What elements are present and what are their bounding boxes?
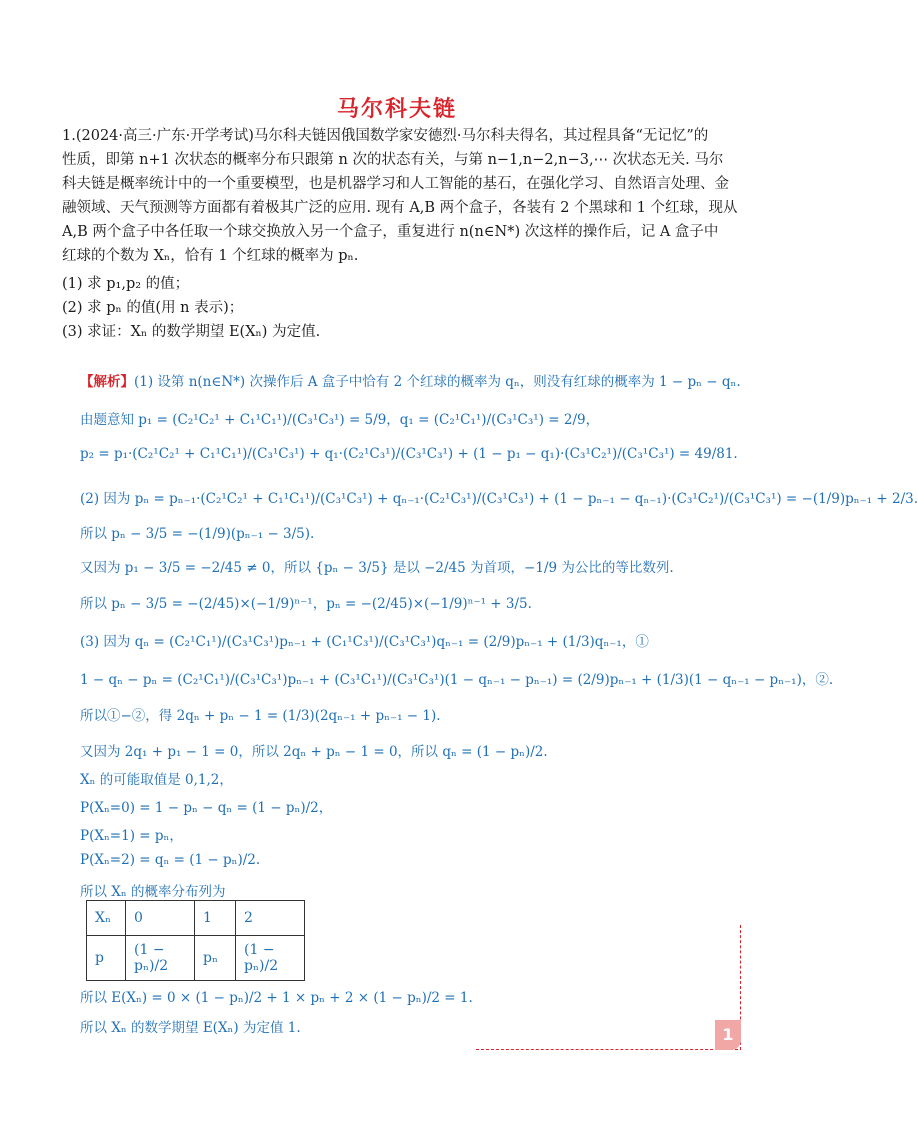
question-block [62, 124, 742, 344]
table-cell: 2 [236, 901, 305, 936]
solution-line: P(Xₙ=0) = 1 − pₙ − qₙ = (1 − pₙ)/2， [80, 800, 333, 816]
page-number: 1 [715, 1020, 741, 1050]
question-part: (1) 求 p₁,p₂ 的值； [62, 276, 190, 292]
solution-line: p₂ = p₁·(C₂¹C₂¹ + C₁¹C₁¹)/(C₃¹C₃¹) + q₁·(C₂¹C₃¹)/(C₃¹C₃¹) + (1 − p₁ − q₁)·(C₃¹C₂¹)/(C₃¹C₃¹) = 49/81. [80, 446, 738, 462]
question-line: 性质，即第 n+1 次状态的概率分布只跟第 n 次的状态有关，与第 n−1,n−2,n−3,⋯ 次状态无关. 马尔 [62, 152, 724, 168]
solution-line: 由题意知 p₁ = (C₂¹C₂¹ + C₁¹C₁¹)/(C₃¹C₃¹) = 5/9，q₁ = (C₂¹C₁¹)/(C₃¹C₃¹) = 2/9， [80, 412, 600, 428]
solution-line: P(Xₙ=1) = pₙ， [80, 828, 183, 844]
distribution-table [86, 900, 305, 981]
question-line: 融领域、天气预测等方面都有着极其广泛的应用. 现有 A,B 两个盒子，各装有 2 个黑球和 1 个红球，现从 [62, 200, 738, 216]
solution-line: 所以①−②，得 2qₙ + pₙ − 1 = (1/3)(2qₙ₋₁ + pₙ₋₁ − 1). [80, 708, 441, 724]
table-cell: 0 [126, 901, 195, 936]
solution-tag: 【解析】 [80, 374, 134, 390]
question-line: 科夫链是概率统计中的一个重要模型，也是机器学习和人工智能的基石，在强化学习、自然语言处理、金 [62, 176, 729, 192]
decorative-dashed-border [476, 1049, 738, 1050]
table-cell: p [87, 936, 126, 981]
solution-line: P(Xₙ=2) = qₙ = (1 − pₙ)/2. [80, 852, 261, 868]
solution-line: 所以 pₙ − 3/5 = −(1/9)(pₙ₋₁ − 3/5). [80, 526, 315, 542]
table-cell: (1 − pₙ)/2 [126, 936, 195, 981]
solution-line: (3) 因为 qₙ = (C₂¹C₁¹)/(C₃¹C₃¹)pₙ₋₁ + (C₁¹C₃¹)/(C₃¹C₃¹)qₙ₋₁ = (2/9)pₙ₋₁ + (1/3)qₙ₋₁，① [80, 634, 649, 650]
question-part: (2) 求 pₙ 的值(用 n 表示)； [62, 300, 244, 316]
page-title: 马尔科夫链 [336, 97, 457, 122]
solution-line: (2) 因为 pₙ = pₙ₋₁·(C₂¹C₂¹ + C₁¹C₁¹)/(C₃¹C₃¹) + qₙ₋₁·(C₂¹C₃¹)/(C₃¹C₃¹) + (1 − pₙ₋₁ − qₙ₋₁)·(C₃¹C₂¹)/(C₃¹C₃¹) = −(1/9)pₙ₋₁ + 2/3. [80, 491, 918, 507]
table-cell: Xₙ [87, 901, 126, 936]
question-line: 红球的个数为 Xₙ，恰有 1 个红球的概率为 pₙ. [62, 248, 359, 264]
solution-line: Xₙ 的可能取值是 0,1,2， [80, 772, 233, 788]
question-line: 1.(2024·高三·广东·开学考试)马尔科夫链因俄国数学家安德烈·马尔科夫得名，其过程具备“无记忆”的 [62, 128, 709, 144]
table-row [87, 901, 305, 936]
solution-line: 1 − qₙ − pₙ = (C₂¹C₁¹)/(C₃¹C₃¹)pₙ₋₁ + (C₃¹C₁¹)/(C₃¹C₃¹)(1 − qₙ₋₁ − pₙ₋₁) = (2/9)pₙ₋₁ + (1/3)(1 − qₙ₋₁ − pₙ₋₁)，②. [80, 672, 834, 688]
table-cell: 1 [195, 901, 236, 936]
solution-line: 所以 Xₙ 的概率分布列为 [80, 884, 226, 900]
solution-line: 所以 Xₙ 的数学期望 E(Xₙ) 为定值 1. [80, 1020, 301, 1036]
table-cell: (1 − pₙ)/2 [236, 936, 305, 981]
question-part: (3) 求证：Xₙ 的数学期望 E(Xₙ) 为定值. [62, 324, 321, 340]
solution-line: 又因为 p₁ − 3/5 = −2/45 ≠ 0，所以 {pₙ − 3/5} 是以 −2/45 为首项，−1/9 为公比的等比数列. [80, 560, 674, 576]
solution-line: 又因为 2q₁ + p₁ − 1 = 0，所以 2qₙ + pₙ − 1 = 0，所以 qₙ = (1 − pₙ)/2. [80, 744, 548, 760]
table-row [87, 936, 305, 981]
solution-line: 所以 pₙ − 3/5 = −(2/45)×(−1/9)ⁿ⁻¹，pₙ = −(2/45)×(−1/9)ⁿ⁻¹ + 3/5. [80, 596, 532, 612]
table-cell: pₙ [195, 936, 236, 981]
solution-line: 所以 E(Xₙ) = 0 × (1 − pₙ)/2 + 1 × pₙ + 2 × (1 − pₙ)/2 = 1. [80, 990, 473, 1006]
solution-line: 【解析】(1) 设第 n(n∈N*) 次操作后 A 盒子中恰有 2 个红球的概率为 qₙ，则没有红球的概率为 1 − pₙ − qₙ. [80, 374, 741, 390]
question-line: A,B 两个盒子中各任取一个球交换放入另一个盒子，重复进行 n(n∈N*) 次这样的操作后，记 A 盒子中 [62, 224, 719, 240]
